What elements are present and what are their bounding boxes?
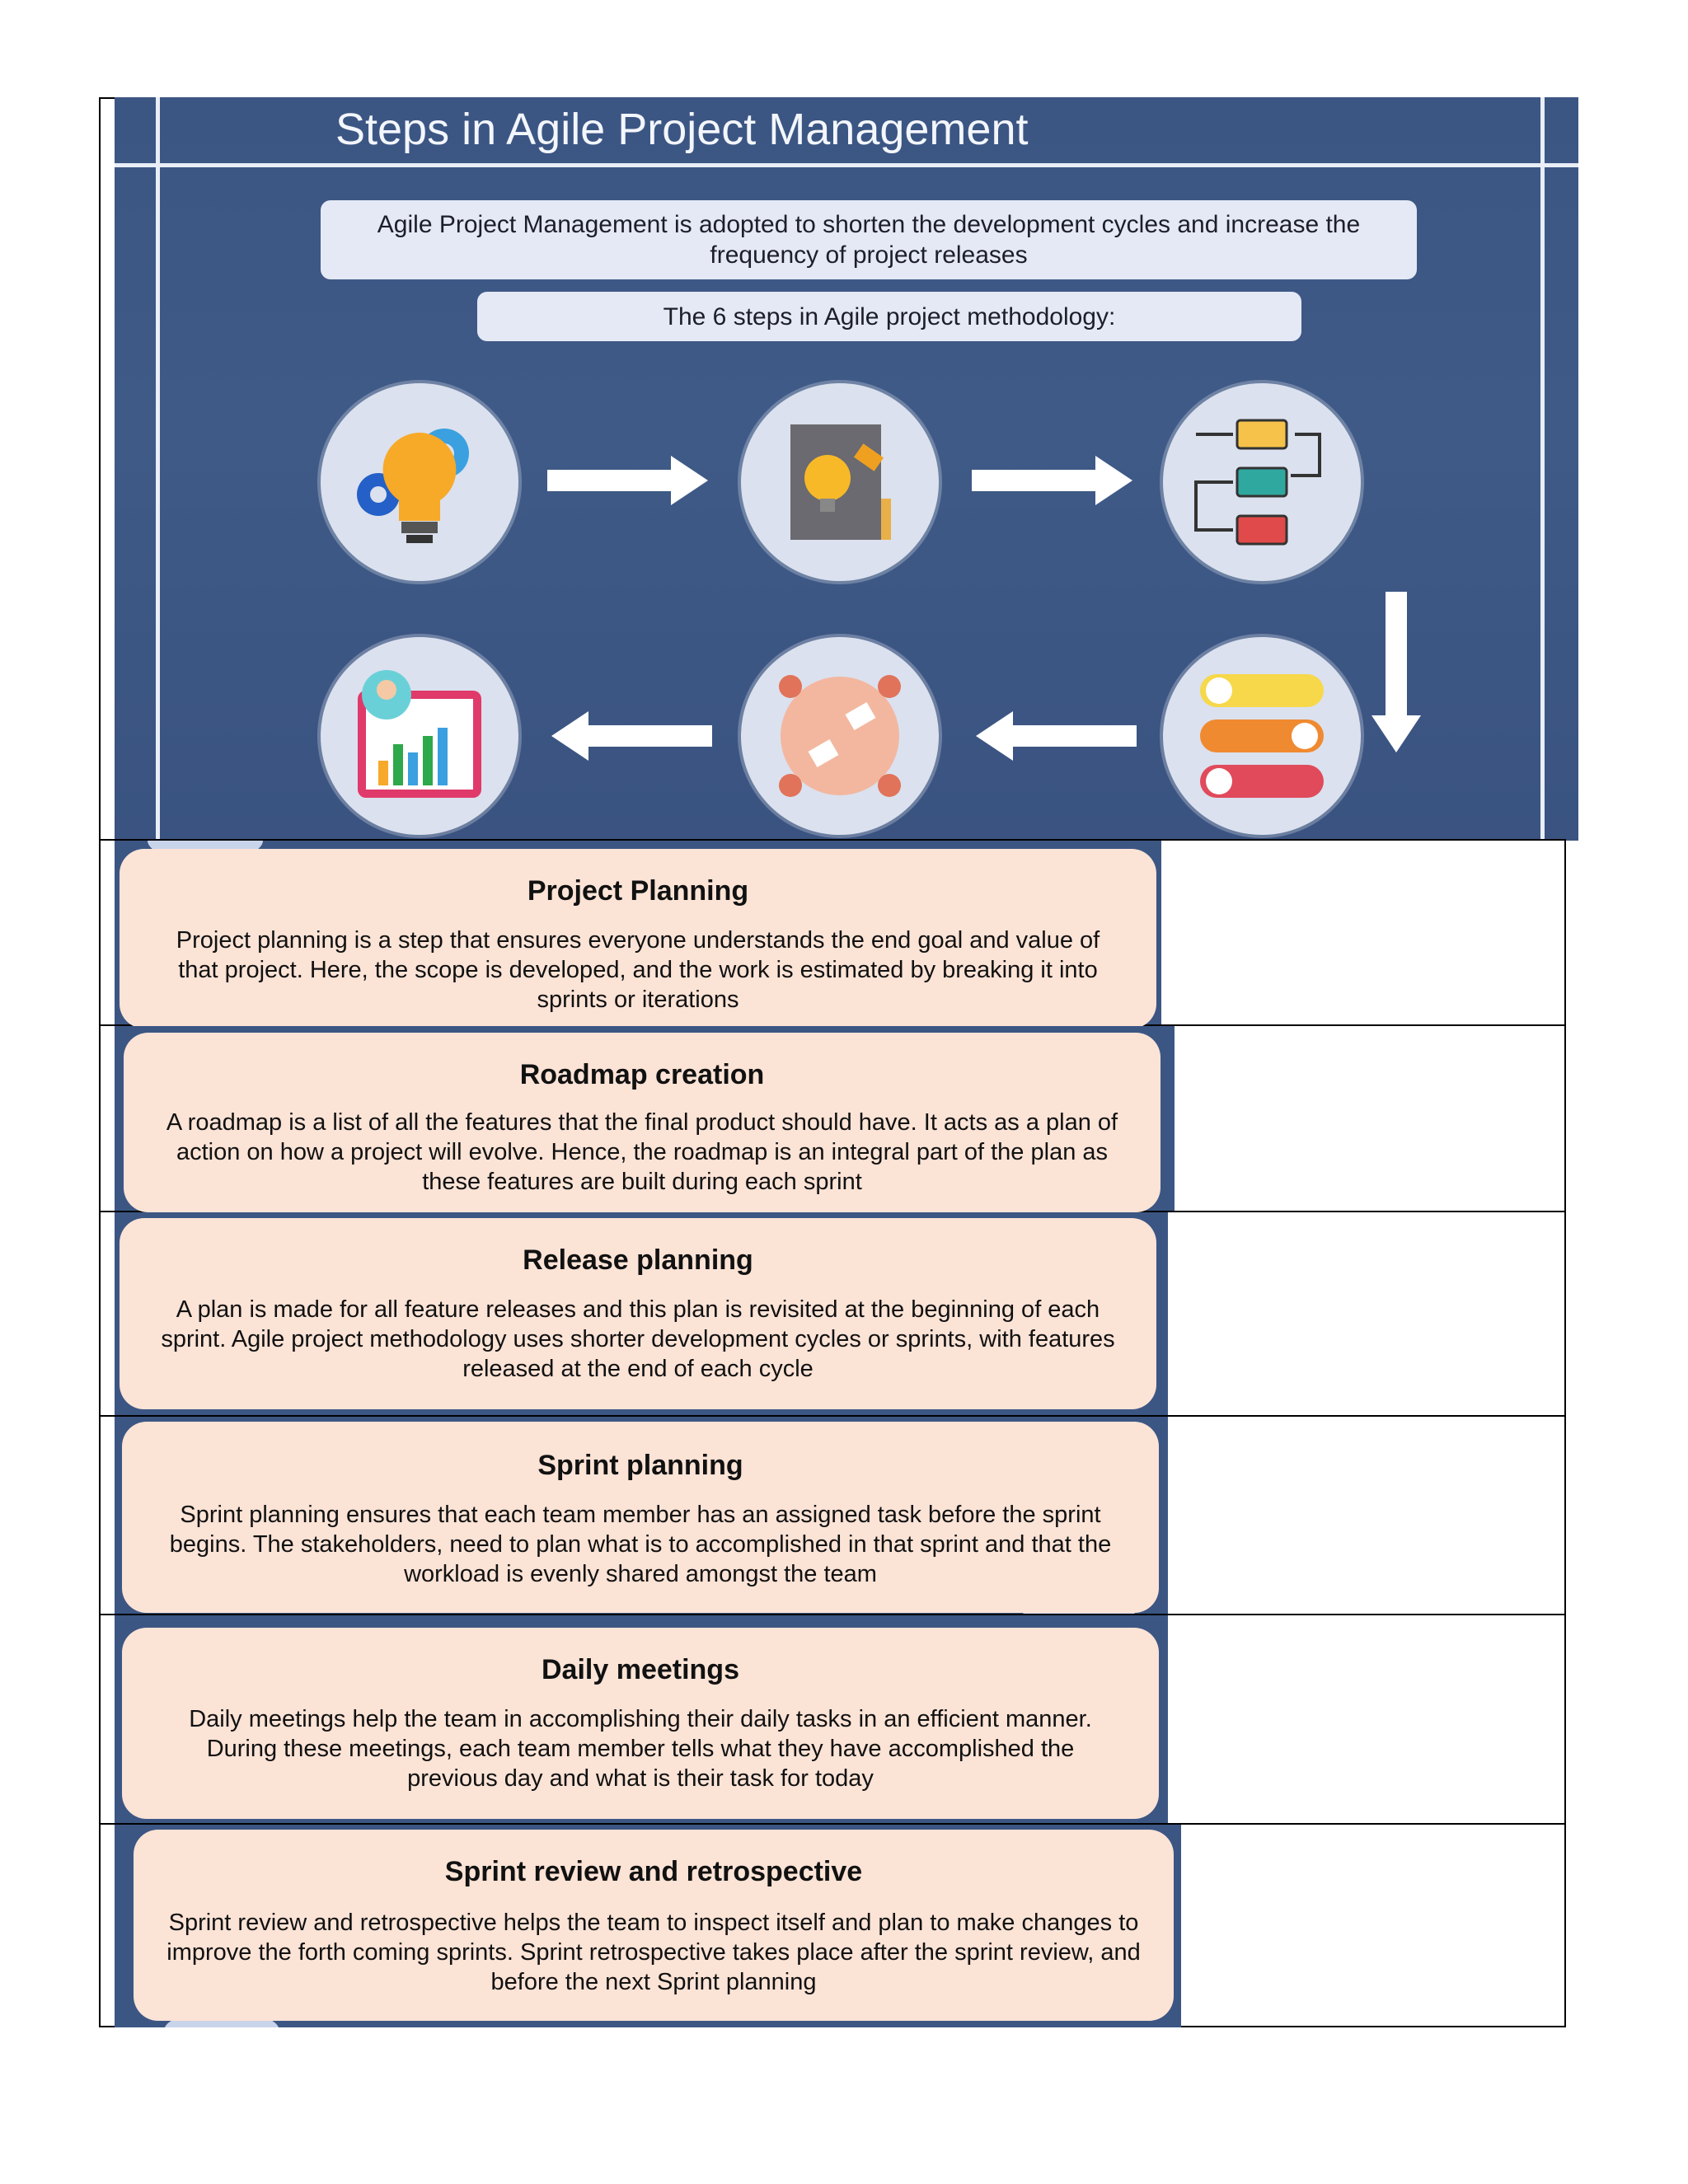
step-card-project-planning — [120, 849, 1156, 1029]
step-title: Project Planning — [527, 875, 749, 907]
arrow-right-icon — [972, 452, 1137, 509]
numbered-list-icon — [1163, 637, 1361, 835]
arrow-down-icon — [1367, 592, 1425, 757]
intro-pill — [321, 200, 1417, 279]
step-card-sprint-planning — [122, 1422, 1159, 1613]
step-card-roadmap-creation — [124, 1033, 1160, 1212]
step-description: A roadmap is a list of all the features that the final product should have. It acts as a plan of action on how a project will evolve. Hence, the roadmap is an integral part of the plan as these features are built during each sprint — [166, 1109, 1118, 1195]
step-title: Daily meetings — [542, 1654, 739, 1685]
step-description: A plan is made for all feature releases and this plan is revisited at the beginning of each sprint. Agile project methodology uses shorter development cycles or sprints, with features released at the end of each cycle — [161, 1296, 1115, 1382]
step-title: Sprint planning — [537, 1450, 743, 1481]
step-card-release-planning — [120, 1218, 1156, 1409]
frame-line-right — [1540, 97, 1545, 841]
frame-line-left — [156, 97, 160, 841]
lightbulb-gears-icon — [321, 383, 518, 581]
page-title: Steps in Agile Project Management — [335, 105, 1029, 154]
workflow-cards-icon — [1163, 383, 1361, 581]
dashboard-chart-icon — [321, 637, 518, 835]
step-title: Roadmap creation — [519, 1059, 765, 1090]
document-lightbulb-icon — [741, 383, 939, 581]
steps-caption-pill — [477, 292, 1301, 341]
steps-caption: The 6 steps in Agile project methodology: — [663, 302, 1116, 330]
step-description: Daily meetings help the team in accomplishing their daily tasks in an efficient manner. During these meetings, each team member tells what they have accomplished the previous day and what is their task for today — [189, 1706, 1092, 1792]
arrow-left-icon — [547, 707, 712, 765]
step-title: Release planning — [523, 1244, 753, 1276]
step-title: Sprint review and retrospective — [444, 1856, 863, 1887]
infographic-banner — [115, 97, 1578, 841]
team-meeting-table-icon — [741, 637, 939, 835]
arrow-left-icon — [972, 707, 1137, 765]
step-description: Project planning is a step that ensures everyone understands the end goal and value of that project. Here, the scope is developed, and the work is estimated by breaking it into sprints or iterations — [176, 927, 1100, 1013]
step-card-sprint-review — [134, 1830, 1174, 2021]
arrow-right-icon — [547, 452, 712, 509]
step-card-daily-meetings — [122, 1628, 1159, 1819]
step-description: Sprint planning ensures that each team member has an assigned task before the sprint begins. The stakeholders, need to plan what is to accomplished in that sprint and that the workload is evenly shared amongst the team — [169, 1502, 1112, 1587]
intro-text: Agile Project Management is adopted to shorten the development cycles and increase the frequency of project releases — [377, 211, 1361, 269]
step-description: Sprint review and retrospective helps the team to inspect itself and plan to make changes to improve the forth coming sprints. Sprint retrospective takes place after the sprint review, and before the next Sprint planning — [166, 1910, 1141, 1995]
frame-line-top — [115, 163, 1578, 167]
